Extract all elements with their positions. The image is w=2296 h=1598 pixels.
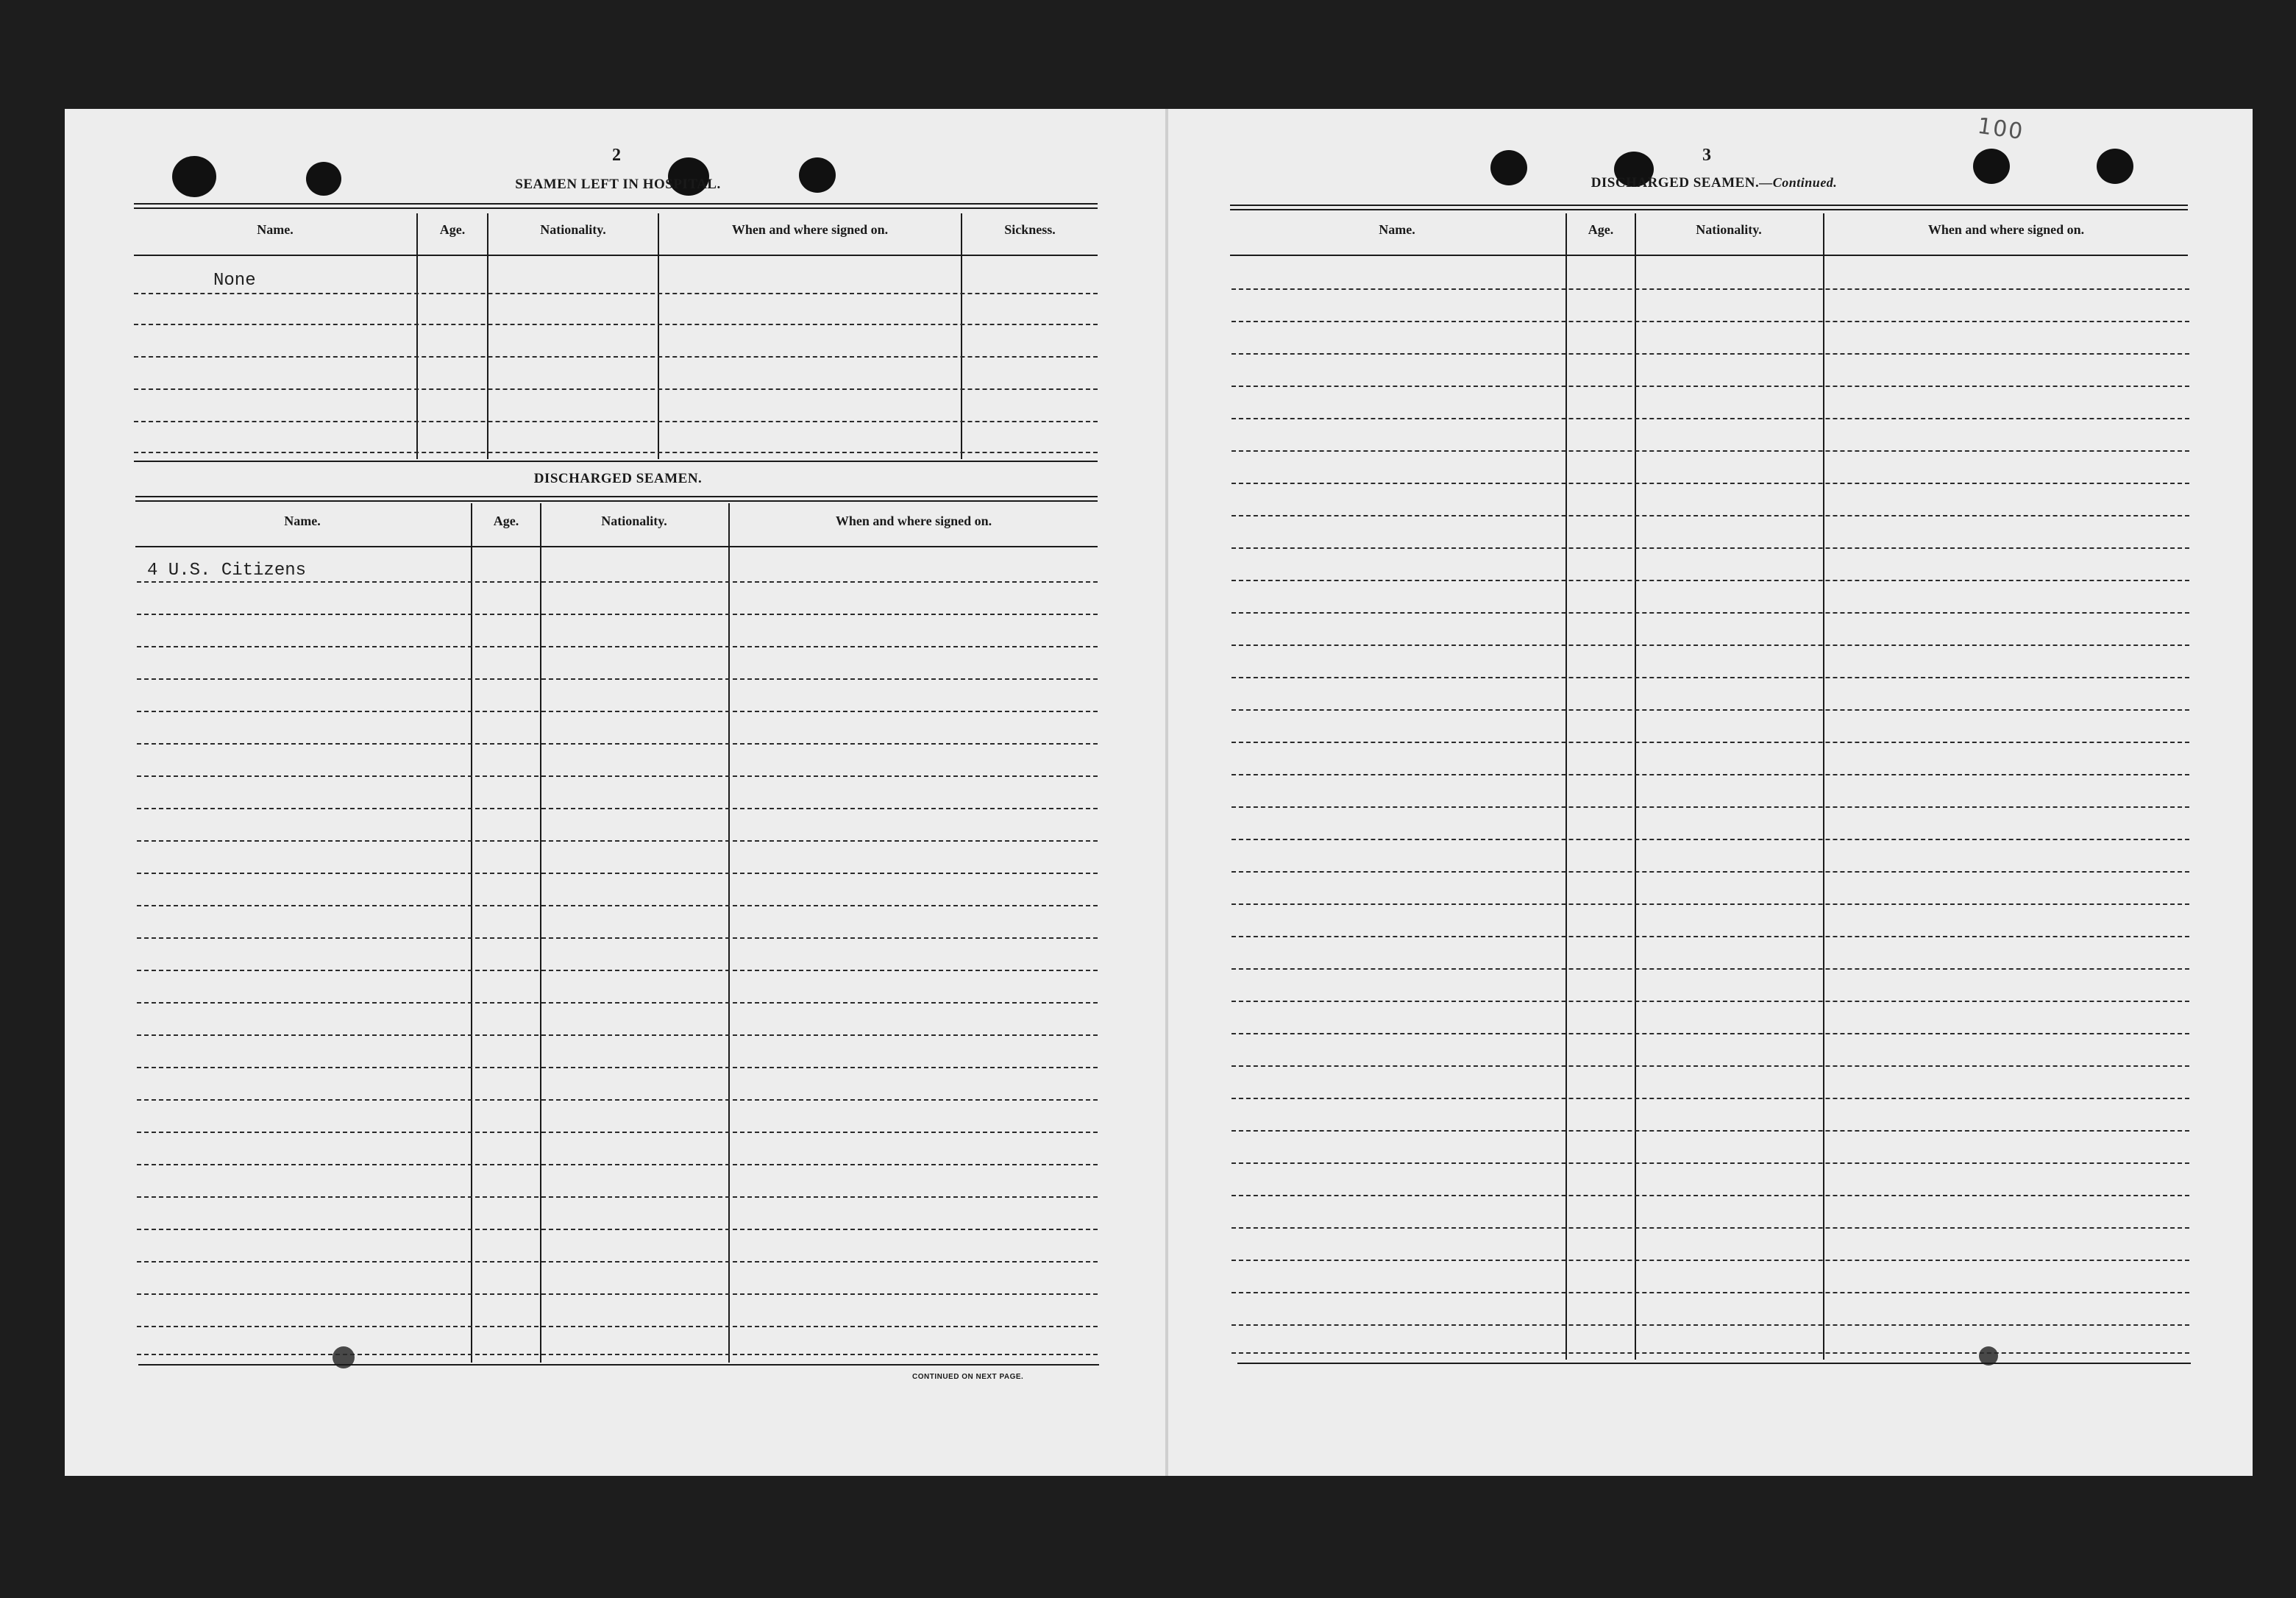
hospital-col-name: Name. [257, 222, 294, 237]
right-col-age: Age. [1588, 222, 1614, 237]
ruled-line [137, 1326, 1098, 1327]
ruled-line [137, 646, 1098, 647]
center-fold [1165, 109, 1168, 1476]
ruled-line [137, 937, 1098, 939]
ruled-line [1231, 709, 2189, 711]
page-number-left: 2 [612, 146, 621, 165]
ruled-line [137, 581, 1098, 583]
hospital-col-age: Age. [439, 222, 466, 237]
ruled-line [137, 873, 1098, 874]
ruled-line [1231, 1260, 2189, 1261]
ruled-line [1231, 806, 2189, 808]
discharged-col-age: Age. [493, 514, 519, 528]
ruled-line [1231, 1227, 2189, 1229]
ruled-line [137, 1002, 1098, 1004]
discharged-col-divider [540, 503, 541, 1363]
hospital-table-top-rule [134, 203, 1098, 205]
ruled-line [137, 1196, 1098, 1198]
ruled-line [137, 840, 1098, 842]
punch-hole [306, 162, 341, 196]
ruled-line [1231, 1352, 2189, 1354]
ruled-line [137, 1164, 1098, 1165]
ruled-line [1231, 742, 2189, 743]
ruled-line [137, 1132, 1098, 1133]
ruled-line [1231, 288, 2189, 290]
ruled-line [1231, 1292, 2189, 1293]
ruled-line [1231, 1195, 2189, 1196]
ruled-line [1231, 580, 2189, 581]
hospital-bottom-rule [134, 461, 1098, 462]
right-col-nationality: Nationality. [1696, 222, 1762, 237]
ruled-line [1231, 1324, 2189, 1326]
hospital-col-nationality: Nationality. [540, 222, 606, 237]
discharged-section-title: DISCHARGED SEAMEN. [533, 471, 703, 486]
hospital-entry-none: None [213, 271, 256, 291]
hospital-section-title: SEAMEN LEFT IN HOSPITAL. [515, 177, 721, 192]
discharged-entry-citizens: 4 U.S. Citizens [147, 561, 307, 580]
page-number-right: 3 [1702, 146, 1711, 165]
paper-sheet [65, 109, 2253, 1476]
discharged-col-divider [728, 503, 730, 1363]
ruled-line [1231, 1065, 2189, 1067]
ruled-line [1231, 353, 2189, 355]
ruled-line [1231, 321, 2189, 322]
ruled-line [1231, 612, 2189, 614]
discharged-col-nationality: Nationality. [601, 514, 667, 528]
ruled-line [1231, 483, 2189, 484]
discharged-col-divider [471, 503, 472, 1363]
ruled-line [1231, 515, 2189, 516]
discharged-table-top-rule [135, 496, 1098, 497]
ruled-line [137, 711, 1098, 712]
ruled-line [1231, 936, 2189, 937]
hospital-col-sickness: Sickness. [1004, 222, 1056, 237]
ruled-line [1231, 1001, 2189, 1002]
hospital-col-signed-on: When and where signed on. [731, 222, 889, 237]
ruled-line [1231, 677, 2189, 678]
discharged-continued-suffix: —Continued. [1759, 175, 1838, 190]
ruled-line [1231, 1130, 2189, 1132]
ruled-line [137, 1067, 1098, 1068]
discharged-bottom-rule [138, 1364, 1099, 1366]
ruled-line [137, 1354, 1098, 1355]
ruled-line [137, 1293, 1098, 1295]
ruled-line [1231, 418, 2189, 419]
punch-hole [1973, 149, 2010, 184]
right-col-name: Name. [1379, 222, 1415, 237]
discharged-col-signed-on: When and where signed on. [835, 514, 992, 528]
ruled-line [1231, 644, 2189, 646]
discharged-continued-title-main: DISCHARGED SEAMEN. [1591, 175, 1760, 191]
ruled-line [137, 1261, 1098, 1263]
right-bottom-rule [1237, 1363, 2191, 1364]
discharged-continued-title [1508, 175, 1920, 191]
punch-hole [2097, 149, 2133, 184]
right-table-top-rule [1230, 205, 2188, 206]
punch-hole [172, 156, 216, 197]
ruled-line [1231, 968, 2189, 970]
ruled-line [134, 421, 1098, 422]
ruled-line [1231, 871, 2189, 873]
ruled-line [137, 775, 1098, 777]
ruled-line [137, 614, 1098, 615]
right-header-rule [1230, 255, 2188, 256]
discharged-header-rule [135, 546, 1098, 547]
ruled-line [137, 743, 1098, 745]
ruled-line [134, 452, 1098, 453]
ruled-line [1231, 450, 2189, 452]
ruled-line [1231, 386, 2189, 387]
continued-note: CONTINUED ON NEXT PAGE. [912, 1373, 1024, 1381]
ruled-line [137, 1229, 1098, 1230]
ruled-line [137, 678, 1098, 680]
ruled-line [1231, 1162, 2189, 1164]
ruled-line [1231, 547, 2189, 549]
ruled-line [137, 1099, 1098, 1101]
ruled-line [134, 356, 1098, 358]
ruled-line [1231, 903, 2189, 905]
hospital-header-rule [134, 255, 1098, 256]
ruled-line [1231, 1033, 2189, 1034]
right-col-signed-on: When and where signed on. [1927, 222, 2085, 237]
ruled-line [137, 1034, 1098, 1036]
handwritten-number: 100 [1975, 113, 2026, 146]
ruled-line [1231, 839, 2189, 840]
ruled-line [137, 970, 1098, 971]
ruled-line [134, 293, 1098, 294]
ruled-line [1231, 774, 2189, 775]
ruled-line [134, 324, 1098, 325]
ruled-line [1231, 1098, 2189, 1099]
discharged-col-name: Name. [284, 514, 321, 528]
ruled-line [134, 388, 1098, 390]
ruled-line [137, 808, 1098, 809]
ruled-line [137, 905, 1098, 906]
